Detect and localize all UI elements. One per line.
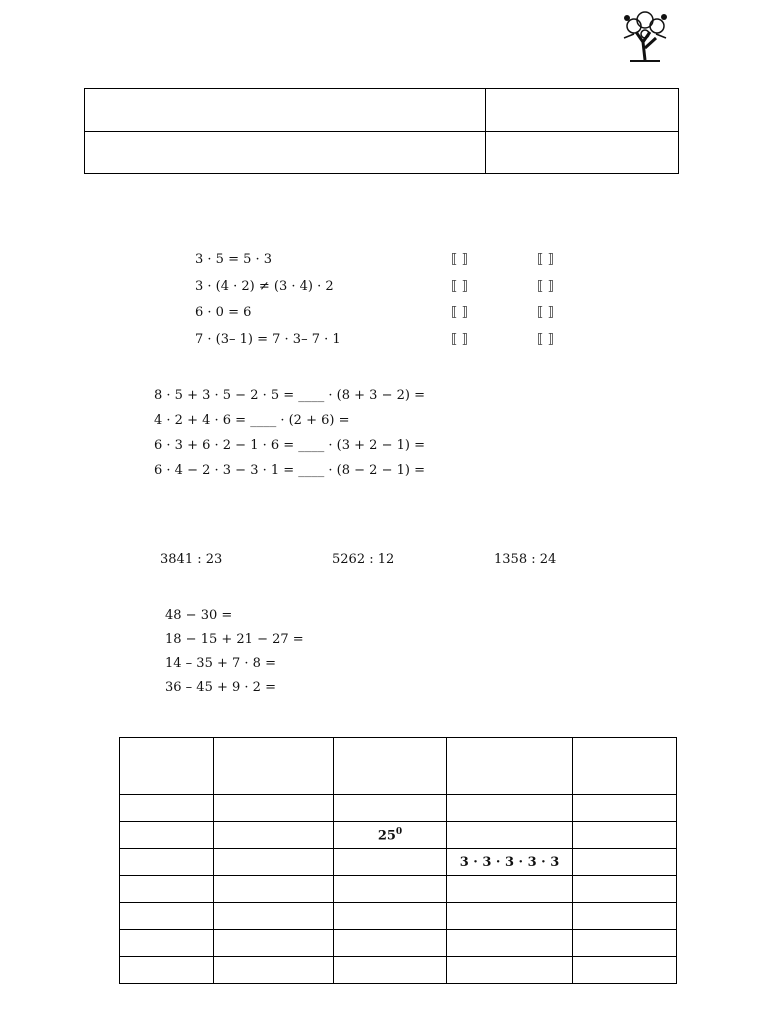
checkbox-4a[interactable]: ⟦ ⟧ <box>451 332 469 347</box>
power-cell <box>334 822 447 849</box>
division-2: 5262 : 12 <box>332 552 395 567</box>
table-cell[interactable] <box>447 957 573 984</box>
division-1: 3841 : 23 <box>160 552 223 567</box>
checkbox-3b[interactable]: ⟦ ⟧ <box>537 305 555 320</box>
table-cell[interactable] <box>573 822 677 849</box>
statement-3: 6 · 0 = 6 <box>195 305 252 320</box>
expression-1: 48 − 30 = <box>165 608 233 623</box>
table-cell[interactable] <box>447 903 573 930</box>
table-cell[interactable] <box>120 930 214 957</box>
header-cell <box>334 738 447 795</box>
table-cell[interactable] <box>573 849 677 876</box>
table-row <box>120 957 677 984</box>
table-cell[interactable] <box>573 930 677 957</box>
expression-3: 14 – 35 + 7 · 8 = <box>165 656 276 671</box>
powers-table <box>119 737 677 984</box>
factoring-3: 6 · 3 + 6 · 2 − 1 · 6 = ____ · (3 + 2 − 1) = <box>154 438 425 453</box>
checkbox-2b[interactable]: ⟦ ⟧ <box>537 279 555 294</box>
table-header-row <box>120 738 677 795</box>
expression-4: 36 – 45 + 9 · 2 = <box>165 680 276 695</box>
checkbox-2a[interactable]: ⟦ ⟧ <box>451 279 469 294</box>
table-cell[interactable] <box>334 930 447 957</box>
table-cell[interactable] <box>214 849 334 876</box>
header-cell <box>214 738 334 795</box>
table-cell[interactable] <box>573 795 677 822</box>
table-cell[interactable] <box>447 795 573 822</box>
table-cell[interactable] <box>334 903 447 930</box>
table-cell[interactable] <box>573 957 677 984</box>
table-cell[interactable] <box>120 876 214 903</box>
table-cell[interactable] <box>573 876 677 903</box>
table-cell[interactable] <box>214 876 334 903</box>
header-cell <box>573 738 677 795</box>
table-cell[interactable] <box>447 876 573 903</box>
table-cell[interactable] <box>334 957 447 984</box>
table-row <box>120 903 677 930</box>
statement-4: 7 · (3– 1) = 7 · 3– 7 · 1 <box>195 332 341 347</box>
table-row <box>120 930 677 957</box>
table-cell[interactable] <box>214 957 334 984</box>
table-cell[interactable] <box>334 876 447 903</box>
table-cell[interactable] <box>120 849 214 876</box>
power-base: 25 <box>377 828 396 844</box>
table-cell[interactable] <box>334 795 447 822</box>
factoring-1: 8 · 5 + 3 · 5 − 2 · 5 = ____ · (8 + 3 − 2) = <box>154 388 425 403</box>
header-table <box>84 88 679 174</box>
table-row <box>120 876 677 903</box>
table-cell[interactable] <box>214 903 334 930</box>
table-cell[interactable] <box>573 903 677 930</box>
checkbox-4b[interactable]: ⟦ ⟧ <box>537 332 555 347</box>
table-cell[interactable] <box>447 822 573 849</box>
table-cell[interactable] <box>214 822 334 849</box>
header-cell <box>120 738 214 795</box>
date-cell[interactable] <box>85 131 486 174</box>
factoring-2: 4 · 2 + 4 · 6 = ____ · (2 + 6) = <box>154 413 350 428</box>
expression-2: 18 − 15 + 21 − 27 = <box>165 632 304 647</box>
table-cell[interactable] <box>120 957 214 984</box>
checkbox-1a[interactable]: ⟦ ⟧ <box>451 252 469 267</box>
product-cell: 3 · 3 · 3 · 3 · 3 <box>447 849 573 876</box>
table-cell[interactable] <box>120 903 214 930</box>
name-cell[interactable] <box>85 89 486 132</box>
class-cell[interactable] <box>486 89 679 132</box>
table-row <box>120 849 677 876</box>
table-cell[interactable] <box>447 930 573 957</box>
header-cell <box>447 738 573 795</box>
factoring-4: 6 · 4 − 2 · 3 − 3 · 1 = ____ · (8 − 2 − 1) = <box>154 463 425 478</box>
checkbox-1b[interactable]: ⟦ ⟧ <box>537 252 555 267</box>
statement-2: 3 · (4 · 2) ≠ (3 · 4) · 2 <box>195 279 334 294</box>
table-row <box>120 822 677 849</box>
division-3: 1358 : 24 <box>494 552 557 567</box>
table-cell[interactable] <box>120 795 214 822</box>
checkbox-3a[interactable]: ⟦ ⟧ <box>451 305 469 320</box>
school-logo-tree <box>614 8 676 62</box>
table-cell[interactable] <box>214 795 334 822</box>
table-cell[interactable] <box>120 822 214 849</box>
table-cell[interactable] <box>334 849 447 876</box>
table-row <box>120 795 677 822</box>
statement-1: 3 · 5 = 5 · 3 <box>195 252 273 267</box>
table-cell[interactable] <box>214 930 334 957</box>
score-cell[interactable] <box>486 131 679 174</box>
power-exponent: 0 <box>395 826 403 837</box>
